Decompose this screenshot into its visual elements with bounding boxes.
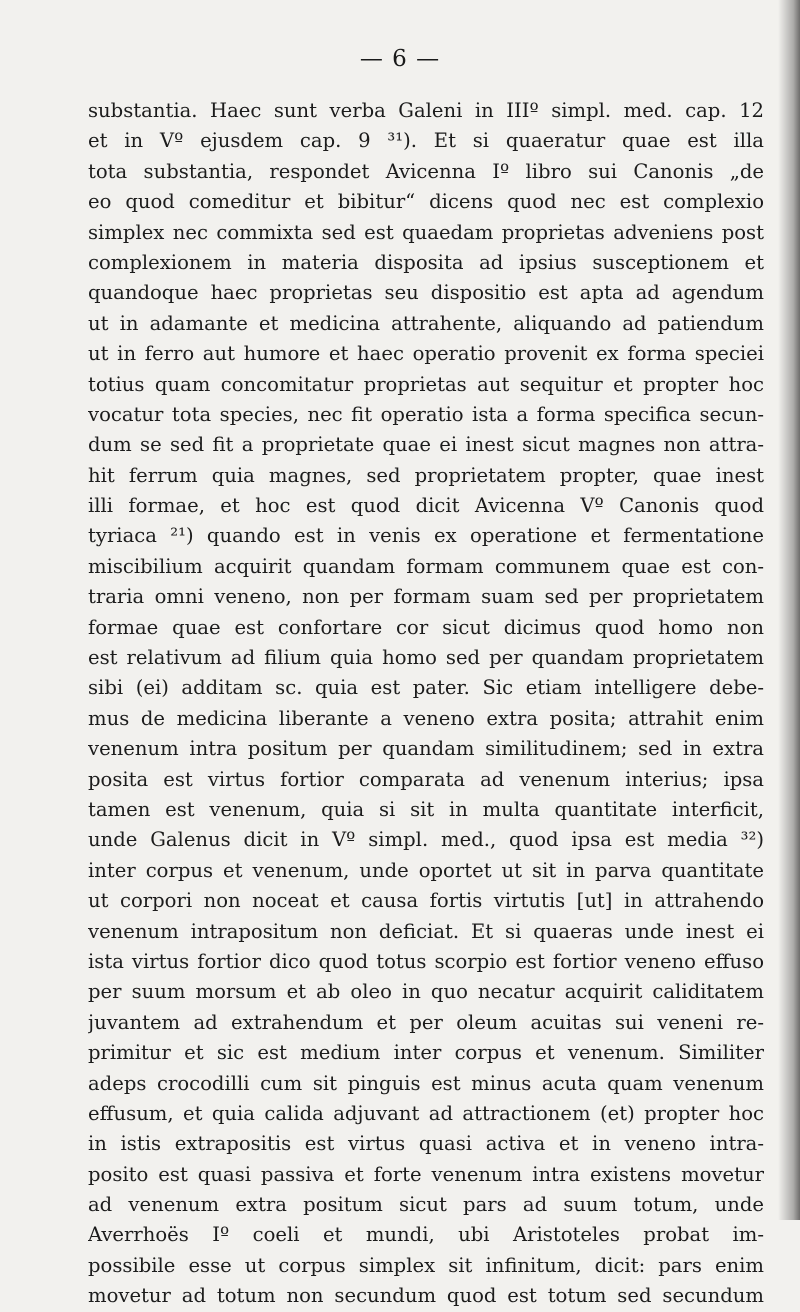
text-line: in istis extrapositis est virtus quasi activa et in veneno intra- bbox=[88, 1132, 764, 1156]
text-line: miscibilium acquirit quandam formam communem quae est con- bbox=[88, 554, 764, 578]
text-line: per suum morsum et ab oleo in quo necatur acquirit caliditatem bbox=[88, 980, 764, 1004]
text-line: tota substantia, respondet Avicenna Iº libro sui Canonis „de bbox=[88, 159, 764, 183]
text-line: juvantem ad extrahendum et per oleum acuitas sui veneni re- bbox=[88, 1010, 764, 1034]
text-line: venenum intra positum per quandam similitudinem; sed in extra bbox=[88, 737, 764, 761]
text-line: complexionem in materia disposita ad ipsius susceptionem et bbox=[88, 250, 764, 274]
page-number: — 6 — bbox=[359, 46, 441, 72]
text-line: movetur ad totum non secundum quod est totum sed secundum bbox=[88, 1284, 764, 1308]
text-line: unde Galenus dicit in Vº simpl. med., quod ipsa est media ³²) bbox=[88, 828, 764, 852]
text-line: ut corpori non noceat et causa fortis virtutis [ut] in attrahendo bbox=[88, 889, 764, 913]
text-line: tyriaca ²¹) quando est in venis ex operatione et fermentatione bbox=[88, 524, 764, 548]
text-line: simplex nec commixta sed est quaedam proprietas adveniens post bbox=[88, 220, 764, 244]
text-line: ut in adamante et medicina attrahente, aliquando ad patiendum bbox=[88, 311, 764, 335]
text-line: ad venenum extra positum sicut pars ad suum totum, unde bbox=[88, 1193, 764, 1217]
text-line: vocatur tota species, nec fit operatio ista a forma specifica secun- bbox=[88, 402, 764, 426]
text-line: eo quod comeditur et bibitur“ dicens quod nec est complexio bbox=[88, 190, 764, 214]
text-line: mus de medicina liberante a veneno extra posita; attrahit enim bbox=[88, 706, 764, 730]
body-text bbox=[88, 96, 764, 1312]
text-line: quandoque haec proprietas seu dispositio est apta ad agendum bbox=[88, 281, 764, 305]
text-line: traria omni veneno, non per formam suam sed per proprietatem bbox=[88, 585, 764, 609]
text-line: adeps crocodilli cum sit pinguis est minus acuta quam venenum bbox=[88, 1071, 764, 1095]
text-line: ista virtus fortior dico quod totus scorpio est fortior veneno effuso bbox=[88, 949, 764, 973]
text-line: effusum, et quia calida adjuvant ad attractionem (et) propter hoc bbox=[88, 1101, 764, 1125]
text-line: ut in ferro aut humore et haec operatio provenit ex forma speciei bbox=[88, 342, 764, 366]
text-line: substantia. Haec sunt verba Galeni in IIIº simpl. med. cap. 12 bbox=[88, 99, 764, 122]
text-line: posito est quasi passiva et forte venenum intra existens movetur bbox=[88, 1162, 764, 1186]
text-line: totius quam concomitatur proprietas aut sequitur et propter hoc bbox=[88, 372, 764, 396]
text-line: possibile esse ut corpus simplex sit infinitum, dicit: pars enim bbox=[88, 1253, 764, 1277]
text-line: inter corpus et venenum, unde oportet ut sit in parva quantitate bbox=[88, 858, 764, 882]
text-line: dum se sed fit a proprietate quae ei inest sicut magnes non attra- bbox=[88, 433, 764, 457]
text-line: primitur et sic est medium inter corpus et venenum. Similiter bbox=[88, 1041, 764, 1065]
text-line: hit ferrum quia magnes, sed proprietatem propter, quae inest bbox=[88, 463, 764, 487]
text-line: et in Vº ejusdem cap. 9 ³¹). Et si quaeratur quae est illa bbox=[88, 129, 764, 153]
text-line: posita est virtus fortior comparata ad venenum interius; ipsa bbox=[88, 767, 764, 791]
text-line: illi formae, et hoc est quod dicit Avicenna Vº Canonis quod bbox=[88, 494, 764, 518]
text-line: Averrhoës Iº coeli et mundi, ubi Aristoteles probat im- bbox=[88, 1223, 764, 1247]
text-line: formae quae est confortare cor sicut dicimus quod homo non bbox=[88, 615, 764, 639]
text-line: sibi (ei) additam sc. quia est pater. Sic etiam intelligere debe- bbox=[88, 676, 764, 700]
text-line: tamen est venenum, quia si sit in multa quantitate interficit, bbox=[88, 797, 764, 821]
page-edge-shadow bbox=[778, 0, 800, 1220]
text-line: est relativum ad filium quia homo sed per quandam proprietatem bbox=[88, 646, 764, 670]
text-line: venenum intrapositum non deficiat. Et si quaeras unde inest ei bbox=[88, 919, 764, 943]
